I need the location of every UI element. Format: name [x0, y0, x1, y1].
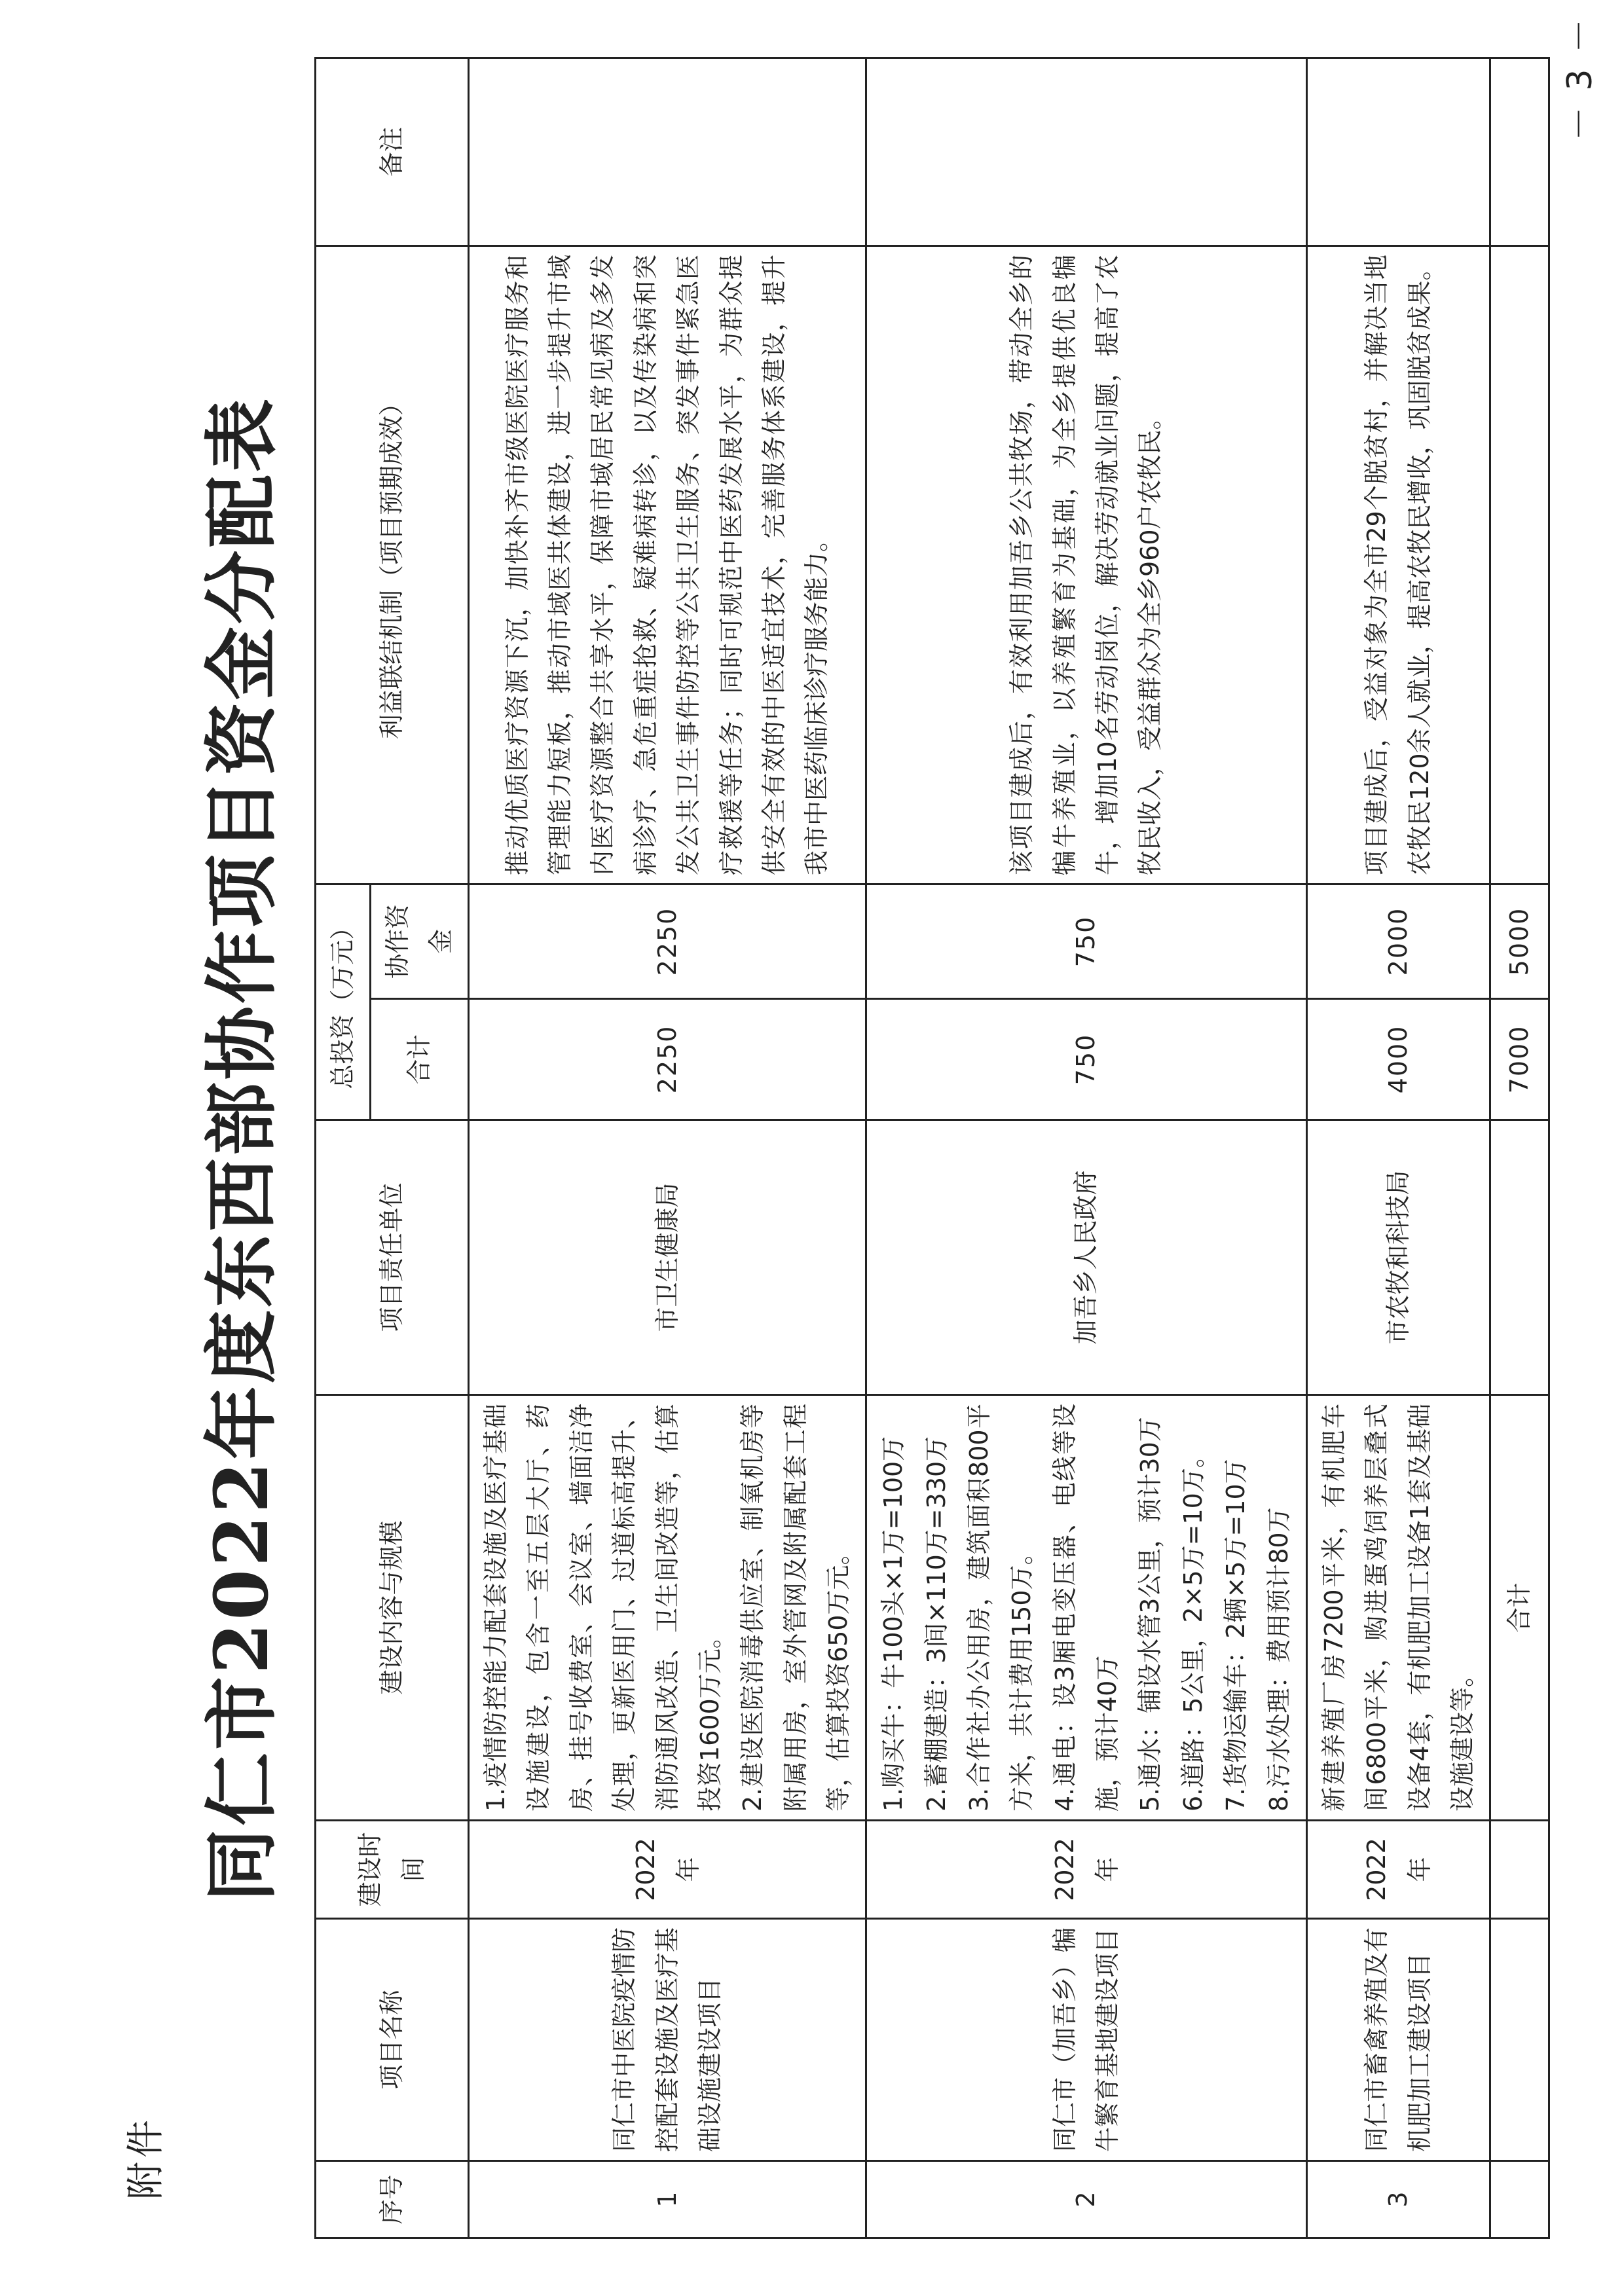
cell-empty [1490, 1919, 1549, 2161]
cell-coop: 2250 [469, 884, 866, 998]
attachment-label: 附件 [123, 2115, 168, 2200]
cell-time: 2022年 [1306, 1821, 1490, 1919]
header-benefit: 利益联结机制（项目预期成效） [316, 246, 469, 884]
cell-total: 2250 [469, 999, 866, 1120]
cell-benefit: 该项目建成后，有效利用加吾乡公共牧场，带动全乡的犏牛养殖业，以养殖繁育为基础，为全乡提供优良犏牛，增加10名劳动岗位，解决劳动就业问题，提高了农牧民收入，受益群众为全乡960户农牧民。 [866, 246, 1307, 884]
fund-allocation-table [314, 57, 1550, 2239]
cell-empty [1490, 2161, 1549, 2238]
cell-name: 同仁市中医院疫情防控配套设施及医疗基础设施建设项目 [469, 1919, 866, 2161]
cell-name: 同仁市畜禽养殖及有机肥加工建设项目 [1306, 1919, 1490, 2161]
cell-content [1306, 1395, 1490, 1821]
content-line: 1.疫情防控能力配套设施及医疗基础设施建设，包含一至五层大厅、药房、挂号收费室、会议室、墙面洁净处理，更新医用门、过道标高提升、消防通风改造、卫生间改造等，估算投资1600万元。 [481, 1404, 724, 1812]
table-row [469, 58, 866, 2238]
content-line: 2.建设医院消毒供应室、制氧机房等附属用房，室外管网及附属配套工程等，估算投资650万元。 [738, 1404, 853, 1812]
sum-label: 合计 [1490, 1395, 1549, 1821]
cell-remark [469, 58, 866, 246]
header-name: 项目名称 [316, 1919, 469, 2161]
header-coop: 协作资金 [371, 884, 469, 998]
rotated-page-content [177, 59, 1534, 2239]
sum-coop: 5000 [1490, 884, 1549, 998]
header-unit: 项目责任单位 [316, 1120, 469, 1395]
cell-unit: 市农牧和科技局 [1306, 1120, 1490, 1395]
table-row [866, 58, 1307, 2238]
cell-total: 4000 [1306, 999, 1490, 1120]
cell-content [866, 1395, 1307, 1821]
header-row [316, 58, 371, 2238]
sum-total: 7000 [1490, 999, 1549, 1120]
cell-remark [1306, 58, 1490, 246]
header-invest: 总投资（万元） [316, 884, 371, 1120]
content-line: 3.合作社办公用房，建筑面积800平方米，共计费用150万。 [965, 1404, 1037, 1812]
content-line: 新建养殖厂房7200平米，有机肥车间6800平米，购进蛋鸡饲养层叠式设备4套，有机肥加工设备1套及基础设施建设等。 [1319, 1404, 1477, 1812]
cell-seq: 3 [1306, 2161, 1490, 2238]
content-line: 5.通水：铺设水管3公里，预计30万 [1135, 1417, 1165, 1812]
cell-content [469, 1395, 866, 1821]
cell-seq: 1 [469, 2161, 866, 2238]
content-line: 6.道路：5公里，2×5万=10万。 [1178, 1443, 1208, 1812]
cell-empty [1490, 58, 1549, 246]
header-seq: 序号 [316, 2161, 469, 2238]
cell-empty [1490, 1120, 1549, 1395]
cell-empty [1490, 1821, 1549, 1919]
cell-remark [866, 58, 1307, 246]
cell-unit: 加吾乡人民政府 [866, 1120, 1307, 1395]
page-number: － 3 － [1560, 16, 1600, 141]
header-time: 建设时间 [316, 1821, 469, 1919]
content-line: 4.通电：设3厢电变压器、电线等设施，预计40万 [1050, 1404, 1122, 1812]
table-row [1306, 58, 1490, 2238]
content-line: 1.购买牛：牛100头×1万=100万 [879, 1436, 908, 1812]
content-line: 8.污水处理：费用预计80万 [1264, 1507, 1293, 1812]
content-line: 7.货物运输车：2辆×5万=10万 [1221, 1459, 1251, 1812]
cell-benefit: 项目建成后，受益对象为全市29个脱贫村，并解决当地农牧民120余人就业，提高农牧民增收，巩固脱贫成果。 [1306, 246, 1490, 884]
cell-coop: 2000 [1306, 884, 1490, 998]
cell-time: 2022年 [469, 1821, 866, 1919]
content-line: 2.蓄棚建造：3间×110万=330万 [921, 1436, 951, 1812]
header-remark: 备注 [316, 58, 469, 246]
cell-benefit: 推动优质医疗资源下沉，加快补齐市级医院医疗服务和管理能力短板，推动市域医共体建设，进一步提升市域内医疗资源整合共享水平，保障市域居民常见病及多发病诊疗、急危重症抢救、疑难病转诊，以及传染病和突发公共卫生事件防控等公共卫生服务、突发事件紧急医疗救援等任务；同时可规范中医药发展水平，为群众提供安全有效的中医适宜技术，完善服务体系建设，提升我市中医药临床诊疗服务能力。 [469, 246, 866, 884]
cell-seq: 2 [866, 2161, 1307, 2238]
cell-empty [1490, 246, 1549, 884]
cell-total: 750 [866, 999, 1307, 1120]
cell-coop: 750 [866, 884, 1307, 998]
page-title: 同仁市2022年度东西部协作项目资金分配表 [199, 396, 285, 1902]
cell-unit: 市卫生健康局 [469, 1120, 866, 1395]
header-content: 建设内容与规模 [316, 1395, 469, 1821]
cell-time: 2022年 [866, 1821, 1307, 1919]
cell-name: 同仁市（加吾乡）犏牛繁育基地建设项目 [866, 1919, 1307, 2161]
sum-row [1490, 58, 1549, 2238]
header-total: 合计 [371, 999, 469, 1120]
